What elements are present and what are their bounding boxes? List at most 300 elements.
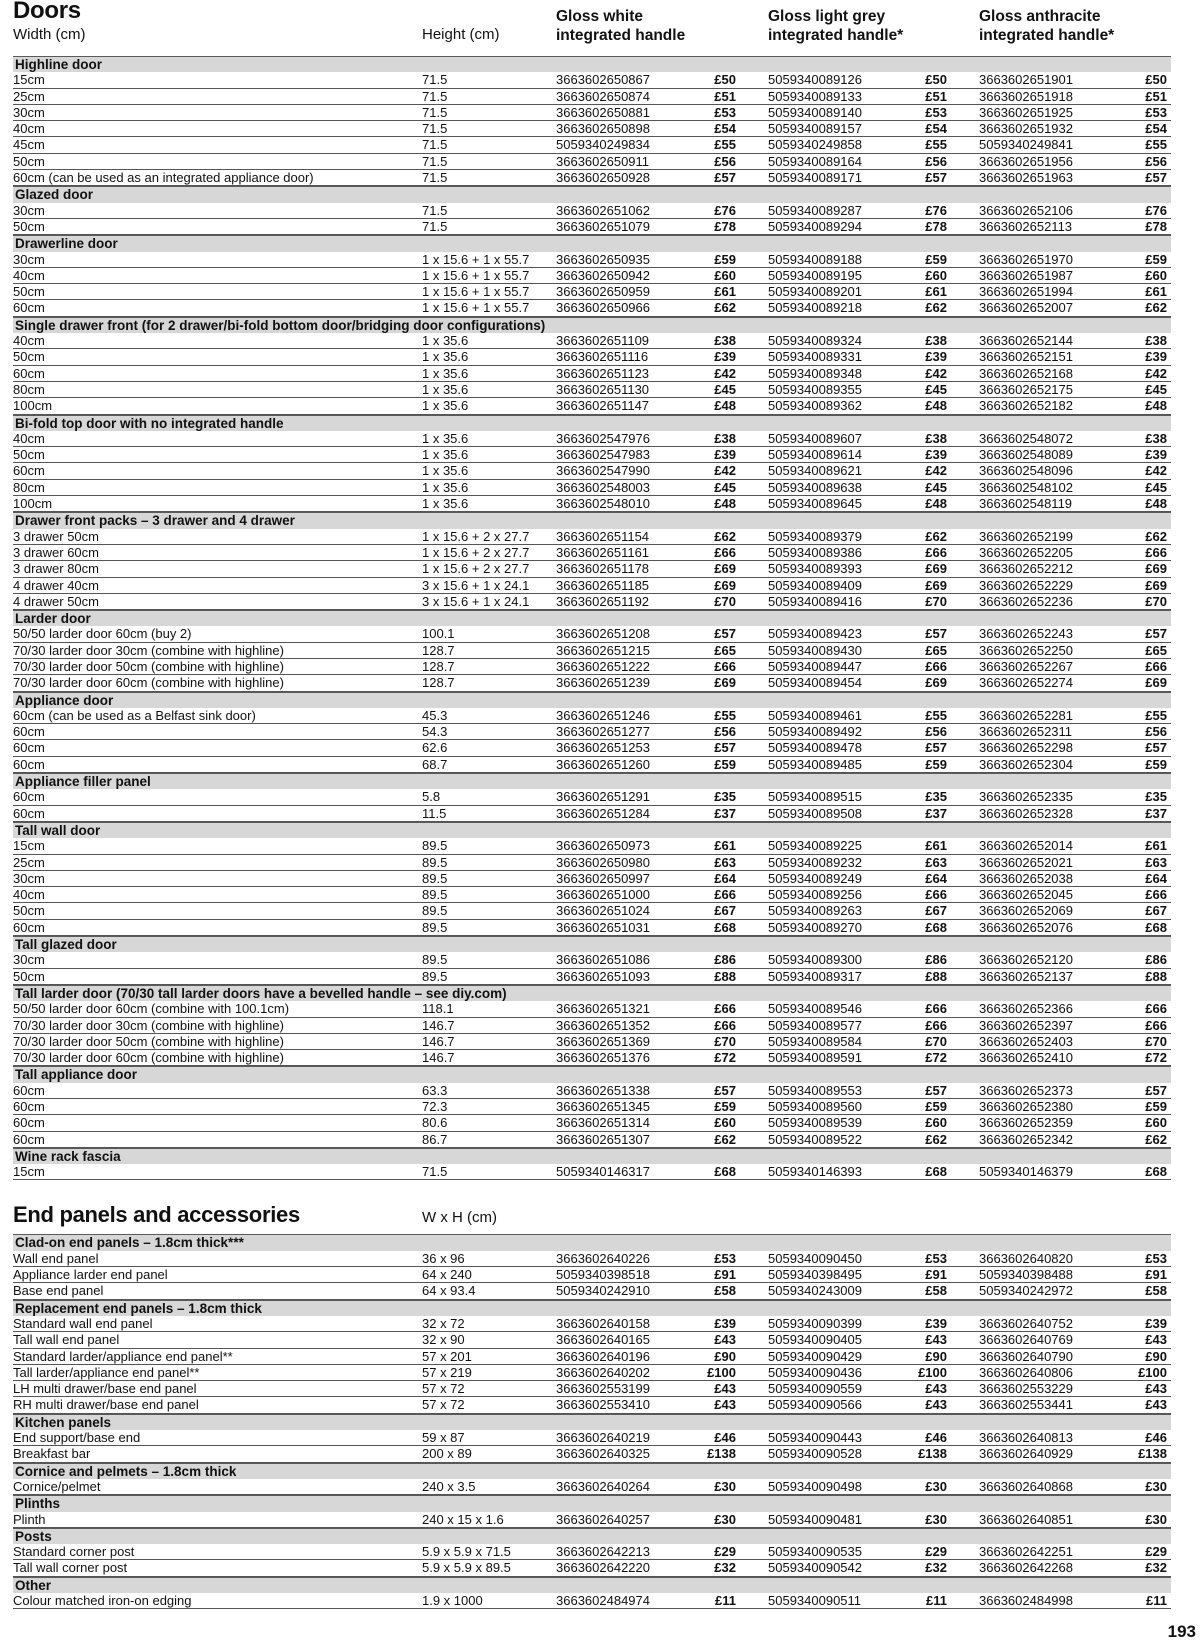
gloss-anthracite-price: £30 (1145, 1478, 1167, 1494)
row-size: 40cm (13, 267, 45, 283)
table-row (13, 1446, 1171, 1462)
gloss-anthracite-price: £57 (1145, 170, 1167, 186)
gloss-white-price: £50 (714, 72, 736, 88)
row-dimension: 128.7 (422, 642, 455, 658)
gloss-white-code: 3663602650942 (556, 267, 650, 283)
gloss-light-grey-code: 5059340089386 (768, 544, 862, 560)
gloss-light-grey-code: 5059340089447 (768, 658, 862, 674)
table-row (13, 724, 1171, 740)
gloss-light-grey-price: £48 (925, 496, 947, 512)
row-dimension: 64 x 93.4 (422, 1283, 476, 1299)
gloss-anthracite-code: 5059340242972 (979, 1283, 1073, 1299)
gloss-anthracite-price: £72 (1145, 1050, 1167, 1066)
table-row (13, 920, 1171, 936)
gloss-anthracite-price: £55 (1145, 137, 1167, 153)
gloss-anthracite-code: 3663602651932 (979, 121, 1073, 137)
gloss-anthracite-price: £56 (1145, 724, 1167, 740)
gloss-white-code: 3663602651086 (556, 952, 650, 968)
gloss-white-code: 3663602547976 (556, 430, 650, 446)
table-row (13, 969, 1171, 985)
row-dimension: 54.3 (422, 724, 448, 740)
gloss-light-grey-code: 5059340398495 (768, 1267, 862, 1283)
gloss-anthracite-code: 3663602652243 (979, 626, 1073, 642)
gloss-anthracite-code: 3663602651963 (979, 170, 1073, 186)
gloss-light-grey-code: 5059340089379 (768, 528, 862, 544)
gloss-anthracite-price: £57 (1145, 1082, 1167, 1098)
gloss-white-price: £61 (714, 838, 736, 854)
gloss-anthracite-column-header (979, 7, 1114, 45)
gloss-white-code: 3663602642220 (556, 1560, 650, 1576)
row-size: 50cm (13, 284, 45, 300)
gloss-light-grey-price: £70 (925, 593, 947, 609)
gloss-anthracite-price: £60 (1145, 267, 1167, 283)
gloss-light-grey-code: 5059340089249 (768, 870, 862, 886)
gloss-anthracite-code: 3663602652304 (979, 756, 1073, 772)
row-size: Tall larder/appliance end panel** (13, 1364, 200, 1380)
gloss-light-grey-price: £70 (925, 1033, 947, 1049)
section-header: Drawer front packs – 3 drawer and 4 drawer (13, 512, 1171, 528)
row-dimension: 62.6 (422, 740, 448, 756)
gloss-anthracite-price: £69 (1145, 577, 1167, 593)
gloss-white-price: £90 (714, 1348, 736, 1364)
row-size: 100cm (13, 496, 53, 512)
table-row (13, 1560, 1171, 1576)
gloss-white-code: 3663602650911 (556, 153, 650, 169)
row-dimension: 89.5 (422, 952, 448, 968)
row-dimension: 64 x 240 (422, 1267, 472, 1283)
page-number: 193 (1167, 1622, 1196, 1641)
gloss-white-code: 3663602640257 (556, 1511, 650, 1527)
row-dimension: 1 x 35.6 (422, 447, 469, 463)
gloss-anthracite-code: 3663602652120 (979, 952, 1073, 968)
gloss-light-grey-price: £67 (925, 903, 947, 919)
gloss-white-line2: integrated handle (556, 27, 686, 44)
gloss-white-code: 3663602553410 (556, 1397, 650, 1413)
gloss-light-grey-price: £57 (925, 626, 947, 642)
table-row (13, 952, 1171, 968)
gloss-light-grey-price: £56 (925, 724, 947, 740)
gloss-anthracite-code: 3663602652397 (979, 1017, 1073, 1033)
gloss-anthracite-price: £11 (1146, 1593, 1167, 1609)
gloss-white-code: 3663602651109 (556, 333, 650, 349)
gloss-light-grey-price: £43 (925, 1332, 947, 1348)
gloss-white-code: 3663602651192 (556, 593, 650, 609)
gloss-light-grey-code: 5059340090528 (768, 1446, 862, 1462)
row-dimension: 45.3 (422, 707, 448, 723)
table-row (13, 1018, 1171, 1034)
table-row (13, 170, 1171, 186)
gloss-white-price: £38 (714, 333, 736, 349)
gloss-light-grey-code: 5059340089546 (768, 1001, 862, 1017)
row-size: 70/30 larder door 50cm (combine with highline) (13, 658, 284, 674)
gloss-light-grey-price: £30 (925, 1478, 947, 1494)
section-header: Other (13, 1577, 1171, 1593)
gloss-light-grey-price: £57 (925, 740, 947, 756)
row-size: 70/30 larder door 30cm (combine with highline) (13, 642, 284, 658)
gloss-anthracite-code: 3663602652267 (979, 658, 1073, 674)
gloss-light-grey-code: 5059340089263 (768, 903, 862, 919)
row-dimension: 200 x 89 (422, 1446, 472, 1462)
gloss-anthracite-price: £62 (1145, 1131, 1167, 1147)
row-dimension: 71.5 (422, 88, 448, 104)
gloss-light-grey-code: 5059340089584 (768, 1033, 862, 1049)
gloss-anthracite-code: 3663602652175 (979, 381, 1073, 397)
gloss-white-code: 3663602650867 (556, 72, 650, 88)
gloss-anthracite-code: 3663602553441 (979, 1397, 1073, 1413)
gloss-light-grey-code: 5059340089591 (768, 1050, 862, 1066)
row-size: 15cm (13, 838, 45, 854)
gloss-white-price: £39 (714, 447, 736, 463)
row-dimension: 3 x 15.6 + 1 x 24.1 (422, 577, 530, 593)
gloss-white-price: £56 (714, 724, 736, 740)
row-dimension: 68.7 (422, 756, 448, 772)
row-dimension: 1 x 35.6 (422, 333, 469, 349)
gloss-white-code: 3663602651338 (556, 1082, 650, 1098)
gloss-white-price: £64 (714, 870, 736, 886)
gloss-light-grey-code: 5059340089232 (768, 854, 862, 870)
gloss-white-price: £59 (714, 251, 736, 267)
gloss-white-price: £59 (714, 1099, 736, 1114)
gloss-light-grey-price: £90 (925, 1348, 947, 1364)
gloss-light-grey-code: 5059340090443 (768, 1430, 862, 1446)
gloss-anthracite-code: 3663602652274 (979, 675, 1073, 691)
gloss-anthracite-code: 3663602652045 (979, 887, 1073, 903)
gloss-light-grey-code: 5059340089638 (768, 479, 862, 495)
table-row (13, 757, 1171, 773)
table-row (13, 1381, 1171, 1397)
table-row (13, 1083, 1171, 1099)
gloss-white-price: £65 (714, 642, 736, 658)
row-dimension: 89.5 (422, 838, 448, 854)
gloss-white-price: £66 (714, 544, 736, 560)
gloss-white-price: £51 (714, 88, 736, 104)
row-size: 80cm (13, 479, 45, 495)
gloss-white-price: £57 (714, 1082, 736, 1098)
gloss-anthracite-price: £59 (1145, 1099, 1167, 1114)
gloss-light-grey-price: £57 (925, 1082, 947, 1098)
table-row (13, 1034, 1171, 1050)
gloss-light-grey-price: £88 (925, 968, 947, 984)
gloss-white-code: 3663602651062 (556, 202, 650, 218)
gloss-light-grey-price: £66 (925, 1001, 947, 1017)
gloss-anthracite-price: £29 (1145, 1544, 1167, 1560)
row-dimension: 89.5 (422, 887, 448, 903)
gloss-white-code: 3663602651345 (556, 1099, 650, 1114)
end-panels-title: End panels and accessories (13, 1202, 300, 1228)
gloss-white-price: £70 (714, 1033, 736, 1049)
gloss-anthracite-code: 3663602548072 (979, 430, 1073, 446)
gloss-anthracite-code: 3663602652182 (979, 398, 1073, 414)
gloss-anthracite-code: 3663602652281 (979, 707, 1073, 723)
gloss-light-grey-code: 5059340090436 (768, 1364, 862, 1380)
gloss-light-grey-price: £43 (925, 1397, 947, 1413)
table-row (13, 675, 1171, 691)
gloss-light-grey-price: £46 (925, 1430, 947, 1446)
gloss-white-price: £48 (714, 496, 736, 512)
gloss-light-grey-price: £38 (925, 333, 947, 349)
gloss-anthracite-price: £39 (1145, 349, 1167, 365)
gloss-anthracite-price: £43 (1145, 1332, 1167, 1348)
gloss-anthracite-price: £58 (1145, 1283, 1167, 1299)
gloss-light-grey-code: 5059340089515 (768, 789, 862, 805)
gloss-light-grey-code: 5059340089331 (768, 349, 862, 365)
gloss-light-grey-price: £39 (925, 349, 947, 365)
row-size: 50cm (13, 903, 45, 919)
gloss-white-code: 3663602651352 (556, 1017, 650, 1033)
gloss-light-grey-code: 5059340089492 (768, 724, 862, 740)
row-dimension: 1 x 15.6 + 1 x 55.7 (422, 300, 530, 316)
gloss-light-grey-price: £57 (925, 170, 947, 186)
gloss-white-price: £38 (714, 430, 736, 446)
gloss-white-price: £88 (714, 968, 736, 984)
gloss-white-price: £60 (714, 1115, 736, 1131)
row-dimension: 1 x 15.6 + 1 x 55.7 (422, 251, 530, 267)
gloss-anthracite-price: £66 (1145, 544, 1167, 560)
table-row (13, 903, 1171, 919)
gloss-white-code: 3663602640196 (556, 1348, 650, 1364)
gloss-light-grey-code: 5059340243009 (768, 1283, 862, 1299)
gloss-light-grey-code: 5059340089416 (768, 593, 862, 609)
gloss-white-code: 3663602650928 (556, 170, 650, 186)
gloss-anthracite-price: £57 (1145, 740, 1167, 756)
gloss-white-price: £66 (714, 1001, 736, 1017)
gloss-anthracite-price: £59 (1145, 756, 1167, 772)
gloss-light-grey-price: £66 (925, 887, 947, 903)
section-header: Cornice and pelmets – 1.8cm thick (13, 1463, 1171, 1479)
gloss-white-price: £66 (714, 887, 736, 903)
row-size: 60cm (13, 805, 45, 821)
table-row (13, 708, 1171, 724)
gloss-anthracite-price: £38 (1145, 333, 1167, 349)
table-row (13, 1593, 1171, 1609)
gloss-white-code: 3663602651079 (556, 218, 650, 234)
gloss-white-price: £100 (707, 1364, 736, 1380)
table-row (13, 1512, 1171, 1528)
gloss-white-code: 3663602640264 (556, 1478, 650, 1494)
row-dimension: 3 x 15.6 + 1 x 24.1 (422, 593, 530, 609)
gloss-white-price: £138 (707, 1446, 736, 1462)
row-size: 4 drawer 50cm (13, 593, 99, 609)
gloss-anthracite-code: 3663602652298 (979, 740, 1073, 756)
gloss-light-grey-price: £45 (925, 479, 947, 495)
gloss-anthracite-code: 3663602652335 (979, 789, 1073, 805)
row-size: Base end panel (13, 1283, 104, 1299)
row-dimension: 5.9 x 5.9 x 71.5 (422, 1544, 511, 1560)
row-dimension: 57 x 72 (422, 1381, 465, 1397)
gloss-anthracite-price: £78 (1145, 218, 1167, 234)
gloss-anthracite-price: £62 (1145, 528, 1167, 544)
table-row (13, 333, 1171, 349)
table-row (13, 1332, 1171, 1348)
row-size: 60cm (13, 1131, 45, 1147)
row-dimension: 240 x 3.5 (422, 1478, 476, 1494)
row-dimension: 5.8 (422, 789, 441, 805)
row-size: 60cm (13, 300, 45, 316)
row-dimension: 1 x 35.6 (422, 496, 469, 512)
gloss-anthracite-code: 3663602652410 (979, 1050, 1073, 1066)
gloss-light-grey-code: 5059340089324 (768, 333, 862, 349)
row-size: 3 drawer 50cm (13, 528, 99, 544)
gloss-anthracite-code: 3663602652311 (979, 724, 1073, 740)
gloss-anthracite-price: £68 (1145, 919, 1167, 935)
row-dimension: 146.7 (422, 1050, 455, 1066)
end-panels-table (13, 1234, 1171, 1609)
gloss-white-price: £54 (714, 121, 736, 137)
gloss-light-grey-price: £61 (925, 284, 947, 300)
row-dimension: 32 x 90 (422, 1332, 465, 1348)
row-size: 30cm (13, 202, 45, 218)
gloss-light-grey-price: £48 (925, 398, 947, 414)
gloss-anthracite-code: 3663602642251 (979, 1544, 1073, 1560)
gloss-anthracite-price: £66 (1145, 887, 1167, 903)
row-size: 15cm (13, 72, 45, 88)
row-dimension: 1 x 35.6 (422, 365, 469, 381)
table-row (13, 121, 1171, 137)
gloss-white-price: £45 (714, 479, 736, 495)
row-size: 3 drawer 60cm (13, 544, 99, 560)
gloss-white-code: 3663602651147 (556, 398, 650, 414)
gloss-light-grey-code: 5059340089508 (768, 805, 862, 821)
gloss-light-grey-price: £60 (925, 267, 947, 283)
row-size: 40cm (13, 887, 45, 903)
gloss-white-price: £42 (714, 365, 736, 381)
gloss-light-grey-code: 5059340090511 (768, 1593, 862, 1609)
row-dimension: 1 x 35.6 (422, 349, 469, 365)
gloss-light-grey-code: 5059340089355 (768, 381, 862, 397)
gloss-anthracite-code: 3663602548102 (979, 479, 1073, 495)
row-dimension: 128.7 (422, 675, 455, 691)
gloss-anthracite-price: £46 (1145, 1430, 1167, 1446)
row-size: Plinth (13, 1511, 46, 1527)
gloss-white-code: 3663602651277 (556, 724, 650, 740)
gloss-white-code: 3663602640202 (556, 1364, 650, 1380)
gloss-anthracite-price: £67 (1145, 903, 1167, 919)
gloss-anthracite-code: 3663602651956 (979, 153, 1073, 169)
gloss-anthracite-code: 3663602651987 (979, 267, 1073, 283)
gloss-white-code: 3663602651321 (556, 1001, 650, 1017)
gloss-light-grey-price: £55 (925, 707, 947, 723)
gloss-light-grey-code: 5059340089423 (768, 626, 862, 642)
end-panels-header (13, 1192, 1171, 1234)
gloss-anthracite-price: £66 (1145, 1001, 1167, 1017)
gloss-white-code: 3663602547990 (556, 463, 650, 479)
gloss-anthracite-code: 3663602652151 (979, 349, 1073, 365)
gloss-white-code: 3663602651284 (556, 805, 650, 821)
row-dimension: 1 x 35.6 (422, 430, 469, 446)
gloss-light-grey-code: 5059340089157 (768, 121, 862, 137)
table-row (13, 268, 1171, 284)
gloss-anthracite-price: £42 (1145, 365, 1167, 381)
gloss-white-code: 3663602651260 (556, 756, 650, 772)
width-column-label: Width (cm) (13, 26, 86, 43)
gloss-light-grey-code: 5059340089195 (768, 267, 862, 283)
gloss-anthracite-line2: integrated handle* (979, 27, 1115, 44)
gloss-light-grey-code: 5059340089317 (768, 968, 862, 984)
section-header: Replacement end panels – 1.8cm thick (13, 1300, 1171, 1316)
row-dimension: 1 x 15.6 + 1 x 55.7 (422, 267, 530, 283)
gloss-light-grey-code: 5059340089270 (768, 919, 862, 935)
row-dimension: 1 x 35.6 (422, 398, 469, 414)
section-header: Highline door (13, 56, 1171, 72)
row-dimension: 11.5 (422, 805, 447, 821)
table-row (13, 643, 1171, 659)
gloss-light-grey-code: 5059340090542 (768, 1560, 862, 1576)
gloss-anthracite-price: £70 (1145, 593, 1167, 609)
gloss-white-code: 3663602650959 (556, 284, 650, 300)
gloss-white-code: 3663602651178 (556, 561, 650, 577)
gloss-light-grey-price: £69 (925, 577, 947, 593)
gloss-white-code: 3663602548010 (556, 496, 650, 512)
gloss-white-code: 3663602650874 (556, 88, 650, 104)
price-list-page (13, 0, 1171, 1609)
row-size: 70/30 larder door 50cm (combine with highline) (13, 1033, 284, 1049)
gloss-white-code: 5059340242910 (556, 1283, 650, 1299)
gloss-white-price: £11 (715, 1593, 736, 1609)
gloss-anthracite-code: 3663602652250 (979, 642, 1073, 658)
gloss-white-code: 3663602650973 (556, 838, 650, 854)
gloss-white-code: 3663602651246 (556, 707, 650, 723)
table-row (13, 1050, 1171, 1066)
gloss-light-grey-price: £62 (925, 300, 947, 316)
table-row (13, 447, 1171, 463)
row-size: 25cm (13, 854, 45, 870)
gloss-light-grey-code: 5059340089539 (768, 1115, 862, 1131)
gloss-anthracite-code: 3663602652236 (979, 593, 1073, 609)
gloss-anthracite-price: £70 (1145, 1033, 1167, 1049)
gloss-white-code: 3663602650935 (556, 251, 650, 267)
row-size: 40cm (13, 430, 45, 446)
gloss-white-code: 3663602651123 (556, 365, 650, 381)
gloss-white-price: £69 (714, 577, 736, 593)
gloss-light-grey-code: 5059340089522 (768, 1131, 862, 1147)
gloss-light-grey-price: £35 (925, 789, 947, 805)
gloss-white-code: 3663602651185 (556, 577, 650, 593)
gloss-anthracite-price: £100 (1138, 1364, 1167, 1380)
gloss-anthracite-price: £65 (1145, 642, 1167, 658)
gloss-light-grey-price: £66 (925, 544, 947, 560)
table-row (13, 137, 1171, 153)
gloss-white-price: £66 (714, 658, 736, 674)
row-size: 3 drawer 80cm (13, 561, 99, 577)
gloss-white-price: £39 (714, 1315, 736, 1331)
row-size: 30cm (13, 104, 45, 120)
gloss-anthracite-price: £51 (1145, 88, 1167, 104)
gloss-white-code: 3663602651239 (556, 675, 650, 691)
row-size: 80cm (13, 381, 45, 397)
gloss-white-code: 3663602548003 (556, 479, 650, 495)
gloss-anthracite-code: 3663602652212 (979, 561, 1073, 577)
section-header: Drawerline door (13, 235, 1171, 251)
gloss-white-price: £32 (714, 1560, 736, 1576)
gloss-white-price: £58 (714, 1283, 736, 1299)
gloss-light-grey-price: £39 (925, 1315, 947, 1331)
row-size: 70/30 larder door 60cm (combine with highline) (13, 675, 284, 691)
row-dimension: 71.5 (422, 72, 448, 88)
gloss-light-grey-price: £66 (925, 658, 947, 674)
gloss-anthracite-code: 3663602652366 (979, 1001, 1073, 1017)
gloss-light-grey-price: £76 (925, 202, 947, 218)
gloss-anthracite-price: £69 (1145, 561, 1167, 577)
section-header: Tall larder door (70/30 tall larder doors have a bevelled handle – see diy.com) (13, 985, 1171, 1001)
row-dimension: 57 x 72 (422, 1397, 465, 1413)
table-row (13, 871, 1171, 887)
table-row (13, 740, 1171, 756)
row-size: 60cm (13, 1099, 45, 1114)
gloss-light-grey-code: 5059340089485 (768, 756, 862, 772)
gloss-white-code: 3663602651130 (556, 381, 650, 397)
gloss-light-grey-price: £45 (925, 381, 947, 397)
table-row (13, 545, 1171, 561)
